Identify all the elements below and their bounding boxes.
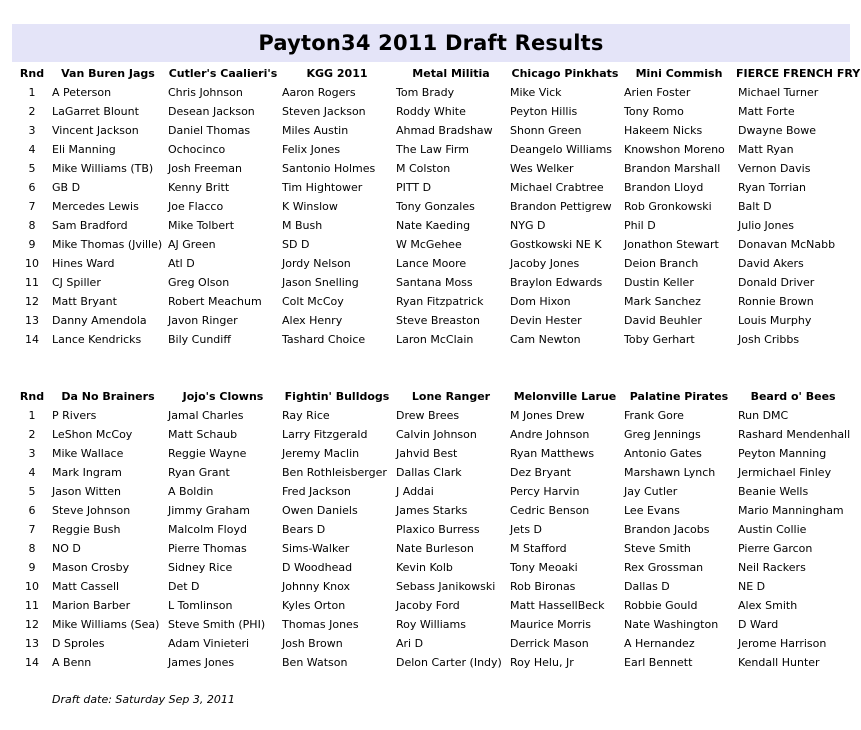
pick-cell: M Stafford (510, 542, 567, 555)
pick-cell: Jason Witten (52, 485, 121, 498)
pick-cell: Gostkowski NE K (510, 238, 602, 251)
pick-cell: Dez Bryant (510, 466, 572, 479)
pick-cell: Rashard Mendenhall (738, 428, 851, 441)
pick-cell: Plaxico Burress (396, 523, 480, 536)
pick-cell: Matt Ryan (738, 143, 794, 156)
pick-cell: Mike Thomas (Jville) (52, 238, 163, 251)
pick-cell: Steven Jackson (282, 105, 366, 118)
pick-cell: Greg Olson (168, 276, 230, 289)
pick-cell: Mark Sanchez (624, 295, 701, 308)
pick-cell: Knowshon Moreno (624, 143, 725, 156)
pick-cell: Michael Crabtree (510, 181, 604, 194)
pick-cell: Steve Smith (624, 542, 691, 555)
pick-cell: Greg Jennings (624, 428, 701, 441)
pick-cell: Hines Ward (52, 257, 115, 270)
pick-cell: Jacoby Ford (396, 599, 460, 612)
pick-cell: Ryan Fitzpatrick (396, 295, 484, 308)
title-bar (12, 24, 850, 62)
pick-cell: Aaron Rogers (282, 86, 356, 99)
pick-cell: LaGarret Blount (52, 105, 139, 118)
table-row (14, 121, 860, 140)
pick-cell: Dustin Keller (624, 276, 694, 289)
pick-cell: Braylon Edwards (510, 276, 603, 289)
pick-cell: David Beuhler (624, 314, 702, 327)
round-number: 12 (25, 295, 39, 308)
table-row (14, 330, 860, 349)
pick-cell: Ray Rice (282, 409, 330, 422)
pick-cell: Donald Driver (738, 276, 815, 289)
table-row (14, 197, 860, 216)
pick-cell: Marion Barber (52, 599, 131, 612)
pick-cell: Reggie Bush (52, 523, 121, 536)
pick-cell: Lance Moore (396, 257, 467, 270)
pick-cell: Steve Breaston (396, 314, 480, 327)
pick-cell: J Addai (396, 485, 434, 498)
pick-cell: Drew Brees (396, 409, 460, 422)
pick-cell: Nate Kaeding (396, 219, 471, 232)
draft-board-2 (14, 387, 850, 672)
pick-cell: Mercedes Lewis (52, 200, 139, 213)
pick-cell: Run DMC (738, 409, 789, 422)
table-row (14, 444, 850, 463)
pick-cell: Rob Gronkowski (624, 200, 712, 213)
pick-cell: Ryan Matthews (510, 447, 595, 460)
pick-cell: Deion Branch (624, 257, 699, 270)
pick-cell: A Boldin (168, 485, 214, 498)
table-row (14, 311, 860, 330)
header-row (14, 64, 860, 83)
pick-cell: Atl D (168, 257, 195, 270)
table-row (14, 102, 860, 121)
pick-cell: Frank Gore (624, 409, 684, 422)
round-number: 3 (28, 124, 36, 137)
pick-cell: Ronnie Brown (738, 295, 814, 308)
round-number: 9 (28, 561, 36, 574)
pick-cell: Donavan McNabb (738, 238, 836, 251)
round-number: 11 (25, 599, 39, 612)
team-name-header: Beard o' Bees (750, 390, 836, 403)
round-header: Rnd (19, 390, 45, 403)
team-name-header: Chicago Pinkhats (511, 67, 619, 80)
table-row (14, 235, 860, 254)
table-row (14, 273, 860, 292)
pick-cell: Lee Evans (624, 504, 680, 517)
pick-cell: Jacoby Jones (510, 257, 580, 270)
table-row (14, 83, 860, 102)
pick-cell: Mike Vick (510, 86, 562, 99)
pick-cell: Balt D (738, 200, 772, 213)
table-row (14, 596, 850, 615)
pick-cell: Earl Bennett (624, 656, 693, 669)
pick-cell: Roy Helu, Jr (510, 656, 574, 669)
pick-cell: Matt Cassell (52, 580, 120, 593)
pick-cell: Brandon Pettigrew (510, 200, 612, 213)
team-name-header: Jojo's Clowns (182, 390, 264, 403)
pick-cell: Jerome Harrison (738, 637, 827, 650)
pick-cell: Rex Grossman (624, 561, 704, 574)
pick-cell: Ochocinco (168, 143, 226, 156)
pick-cell: Mason Crosby (52, 561, 130, 574)
draft-date: Draft date: Saturday Sep 3, 2011 (52, 693, 235, 706)
pick-cell: Josh Freeman (168, 162, 242, 175)
pick-cell: Antonio Gates (624, 447, 702, 460)
team-name-header: KGG 2011 (306, 67, 368, 80)
round-number: 4 (28, 143, 36, 156)
pick-cell: Marshawn Lynch (624, 466, 716, 479)
pick-cell: A Peterson (52, 86, 112, 99)
pick-cell: Tony Gonzales (396, 200, 475, 213)
pick-cell: Felix Jones (282, 143, 341, 156)
pick-cell: Josh Brown (282, 637, 343, 650)
pick-cell: Mike Tolbert (168, 219, 235, 232)
pick-cell: Beanie Wells (738, 485, 809, 498)
table-row (14, 140, 860, 159)
pick-cell: James Jones (168, 656, 235, 669)
round-number: 11 (25, 276, 39, 289)
pick-cell: Tom Brady (396, 86, 455, 99)
pick-cell: Ahmad Bradshaw (396, 124, 493, 137)
pick-cell: AJ Green (168, 238, 216, 251)
pick-cell: Jeremy Maclin (282, 447, 360, 460)
pick-cell: Steve Smith (PHI) (168, 618, 266, 631)
team-name-header: Mini Commish (635, 67, 723, 80)
pick-cell: A Hernandez (624, 637, 695, 650)
pick-cell: Brandon Jacobs (624, 523, 710, 536)
round-number: 5 (28, 485, 36, 498)
pick-cell: Sebass Janikowski (396, 580, 496, 593)
pick-cell: Desean Jackson (168, 105, 255, 118)
pick-cell: Neil Rackers (738, 561, 806, 574)
pick-cell: Tashard Choice (282, 333, 366, 346)
pick-cell: Matt Schaub (168, 428, 238, 441)
pick-cell: Shonn Green (510, 124, 582, 137)
pick-cell: Vincent Jackson (52, 124, 139, 137)
pick-cell: Mark Ingram (52, 466, 122, 479)
round-number: 8 (28, 542, 36, 555)
pick-cell: Steve Johnson (52, 504, 131, 517)
pick-cell: Robbie Gould (624, 599, 698, 612)
pick-cell: Jets D (510, 523, 543, 536)
pick-cell: Tony Romo (624, 105, 684, 118)
team-name-header: Van Buren Jags (61, 67, 155, 80)
round-number: 12 (25, 618, 39, 631)
round-number: 4 (28, 466, 36, 479)
pick-cell: Thomas Jones (282, 618, 359, 631)
pick-cell: Det D (168, 580, 200, 593)
pick-cell: Matt Bryant (52, 295, 117, 308)
pick-cell: Michael Turner (738, 86, 819, 99)
pick-cell: James Starks (396, 504, 468, 517)
round-number: 14 (25, 333, 39, 346)
pick-cell: NE D (738, 580, 766, 593)
pick-cell: Pierre Garcon (738, 542, 813, 555)
pick-cell: Cedric Benson (510, 504, 590, 517)
pick-cell: Bily Cundiff (168, 333, 231, 346)
pick-cell: Adam Vinieteri (168, 637, 250, 650)
round-number: 3 (28, 447, 36, 460)
pick-cell: Vernon Davis (738, 162, 811, 175)
pick-cell: Robert Meachum (168, 295, 262, 308)
pick-cell: LeShon McCoy (52, 428, 133, 441)
team-name-header: Lone Ranger (411, 390, 491, 403)
pick-cell: Santonio Holmes (282, 162, 376, 175)
team-name-header: Da No Brainers (61, 390, 155, 403)
team-name-header: Fightin' Bulldogs (284, 390, 390, 403)
pick-cell: Colt McCoy (282, 295, 344, 308)
pick-cell: Kevin Kolb (396, 561, 453, 574)
pick-cell: Cam Newton (510, 333, 581, 346)
pick-cell: Larry Fitzgerald (282, 428, 368, 441)
pick-cell: Rob Bironas (510, 580, 576, 593)
pick-cell: Alex Smith (738, 599, 798, 612)
pick-cell: Kenny Britt (168, 181, 230, 194)
pick-cell: Dom Hixon (510, 295, 571, 308)
pick-cell: Eli Manning (52, 143, 116, 156)
table-row (14, 634, 850, 653)
pick-cell: Laron McClain (396, 333, 474, 346)
round-number: 8 (28, 219, 36, 232)
table-row (14, 178, 860, 197)
round-number: 7 (28, 200, 36, 213)
pick-cell: M Jones Drew (510, 409, 585, 422)
pick-cell: Ryan Grant (168, 466, 230, 479)
pick-cell: GB D (52, 181, 81, 194)
pick-cell: Johnny Knox (282, 580, 350, 593)
pick-cell: Kendall Hunter (738, 656, 820, 669)
team-name-header: Cutler's Caalieri's (168, 67, 278, 80)
round-number: 10 (25, 580, 39, 593)
round-number: 6 (28, 181, 36, 194)
table-row (14, 406, 850, 425)
pick-cell: D Sproles (52, 637, 105, 650)
pick-cell: Josh Cribbs (738, 333, 800, 346)
pick-cell: Julio Jones (738, 219, 794, 232)
table-row (14, 216, 860, 235)
table-row (14, 539, 850, 558)
table-row (14, 425, 850, 444)
table-row (14, 254, 860, 273)
table-row (14, 577, 850, 596)
pick-cell: Sam Bradford (52, 219, 128, 232)
team-name-header: FIERCE FRENCH FRY (736, 67, 861, 80)
round-number: 7 (28, 523, 36, 536)
pick-cell: Peyton Hillis (510, 105, 578, 118)
pick-cell: Malcolm Floyd (168, 523, 247, 536)
pick-cell: Reggie Wayne (168, 447, 247, 460)
pick-cell: Maurice Morris (510, 618, 591, 631)
pick-cell: Joe Flacco (168, 200, 224, 213)
team-name-header: Palatine Pirates (629, 390, 729, 403)
round-number: 10 (25, 257, 39, 270)
pick-cell: Javon Ringer (168, 314, 238, 327)
pick-cell: Ben Rothleisberger (282, 466, 387, 479)
pick-cell: Phil D (624, 219, 656, 232)
pick-cell: NYG D (510, 219, 546, 232)
pick-cell: L Tomlinson (168, 599, 233, 612)
round-number: 13 (25, 314, 39, 327)
header-row (14, 387, 850, 406)
page-title: Payton34 2011 Draft Results (258, 31, 604, 55)
pick-cell: Mario Manningham (738, 504, 844, 517)
pick-cell: Mike Williams (Sea) (52, 618, 160, 631)
round-number: 13 (25, 637, 39, 650)
table-row (14, 653, 850, 672)
pick-cell: Andre Johnson (510, 428, 590, 441)
pick-cell: Tim Hightower (282, 181, 363, 194)
round-number: 6 (28, 504, 36, 517)
pick-cell: A Benn (52, 656, 92, 669)
pick-cell: SD D (282, 238, 310, 251)
pick-cell: Derrick Mason (510, 637, 589, 650)
pick-cell: Ryan Torrian (738, 181, 806, 194)
pick-cell: Roy Williams (396, 618, 466, 631)
pick-cell: The Law Firm (396, 143, 469, 156)
pick-cell: Matt HassellBeck (510, 599, 605, 612)
pick-cell: Brandon Lloyd (624, 181, 704, 194)
pick-cell: Louis Murphy (738, 314, 812, 327)
pick-cell: CJ Spiller (52, 276, 101, 289)
pick-cell: NO D (52, 542, 81, 555)
pick-cell: D Woodhead (282, 561, 353, 574)
round-number: 9 (28, 238, 36, 251)
team-name-header: Metal Militia (412, 67, 490, 80)
pick-cell: Ben Watson (282, 656, 348, 669)
pick-cell: Wes Welker (510, 162, 574, 175)
pick-cell: Jermichael Finley (738, 466, 832, 479)
pick-cell: Jonathon Stewart (624, 238, 719, 251)
pick-cell: Calvin Johnson (396, 428, 477, 441)
round-number: 2 (28, 428, 36, 441)
round-number: 14 (25, 656, 39, 669)
pick-cell: Nate Burleson (396, 542, 474, 555)
pick-cell: Delon Carter (Indy) (396, 656, 502, 669)
table-row (14, 520, 850, 539)
pick-cell: Fred Jackson (282, 485, 351, 498)
pick-cell: Pierre Thomas (168, 542, 247, 555)
pick-cell: Arien Foster (624, 86, 691, 99)
pick-cell: Deangelo Williams (510, 143, 613, 156)
round-number: 1 (28, 409, 36, 422)
pick-cell: Nate Washington (624, 618, 719, 631)
pick-cell: Austin Collie (738, 523, 807, 536)
pick-cell: Kyles Orton (282, 599, 346, 612)
table-row (14, 159, 860, 178)
pick-cell: Toby Gerhart (624, 333, 695, 346)
pick-cell: Jason Snelling (282, 276, 359, 289)
pick-cell: Daniel Thomas (168, 124, 251, 137)
pick-cell: Tony Meoaki (510, 561, 578, 574)
team-name-header: Melonville Larue (513, 390, 617, 403)
draft-board-1 (14, 64, 860, 349)
pick-cell: Jahvid Best (396, 447, 458, 460)
round-number: 5 (28, 162, 36, 175)
pick-cell: Santana Moss (396, 276, 473, 289)
pick-cell: Owen Daniels (282, 504, 358, 517)
pick-cell: Mike Wallace (52, 447, 124, 460)
pick-cell: K Winslow (282, 200, 338, 213)
pick-cell: Dallas Clark (396, 466, 462, 479)
pick-cell: Miles Austin (282, 124, 349, 137)
pick-cell: M Colston (396, 162, 451, 175)
pick-cell: Mike Williams (TB) (52, 162, 154, 175)
pick-cell: Jay Cutler (624, 485, 678, 498)
pick-cell: M Bush (282, 219, 323, 232)
table-row (14, 482, 850, 501)
pick-cell: Jordy Nelson (282, 257, 351, 270)
pick-cell: Roddy White (396, 105, 466, 118)
table-row (14, 463, 850, 482)
pick-cell: Jamal Charles (168, 409, 244, 422)
pick-cell: Hakeem Nicks (624, 124, 703, 137)
pick-cell: Ari D (396, 637, 424, 650)
table-row (14, 558, 850, 577)
pick-cell: Alex Henry (282, 314, 343, 327)
pick-cell: Brandon Marshall (624, 162, 721, 175)
pick-cell: W McGehee (396, 238, 462, 251)
pick-cell: Dallas D (624, 580, 670, 593)
table-row (14, 615, 850, 634)
round-number: 1 (28, 86, 36, 99)
pick-cell: Lance Kendricks (52, 333, 142, 346)
round-number: 2 (28, 105, 36, 118)
pick-cell: PITT D (396, 181, 432, 194)
pick-cell: Chris Johnson (168, 86, 243, 99)
table-row (14, 292, 860, 311)
pick-cell: P Rivers (52, 409, 97, 422)
pick-cell: Sidney Rice (168, 561, 233, 574)
pick-cell: Jimmy Graham (168, 504, 250, 517)
pick-cell: D Ward (738, 618, 779, 631)
pick-cell: Danny Amendola (52, 314, 147, 327)
pick-cell: Peyton Manning (738, 447, 827, 460)
pick-cell: Devin Hester (510, 314, 582, 327)
pick-cell: Dwayne Bowe (738, 124, 816, 137)
pick-cell: Sims-Walker (282, 542, 350, 555)
pick-cell: Percy Harvin (510, 485, 580, 498)
pick-cell: David Akers (738, 257, 804, 270)
table-row (14, 501, 850, 520)
pick-cell: Matt Forte (738, 105, 795, 118)
pick-cell: Bears D (282, 523, 326, 536)
round-header: Rnd (19, 67, 45, 80)
